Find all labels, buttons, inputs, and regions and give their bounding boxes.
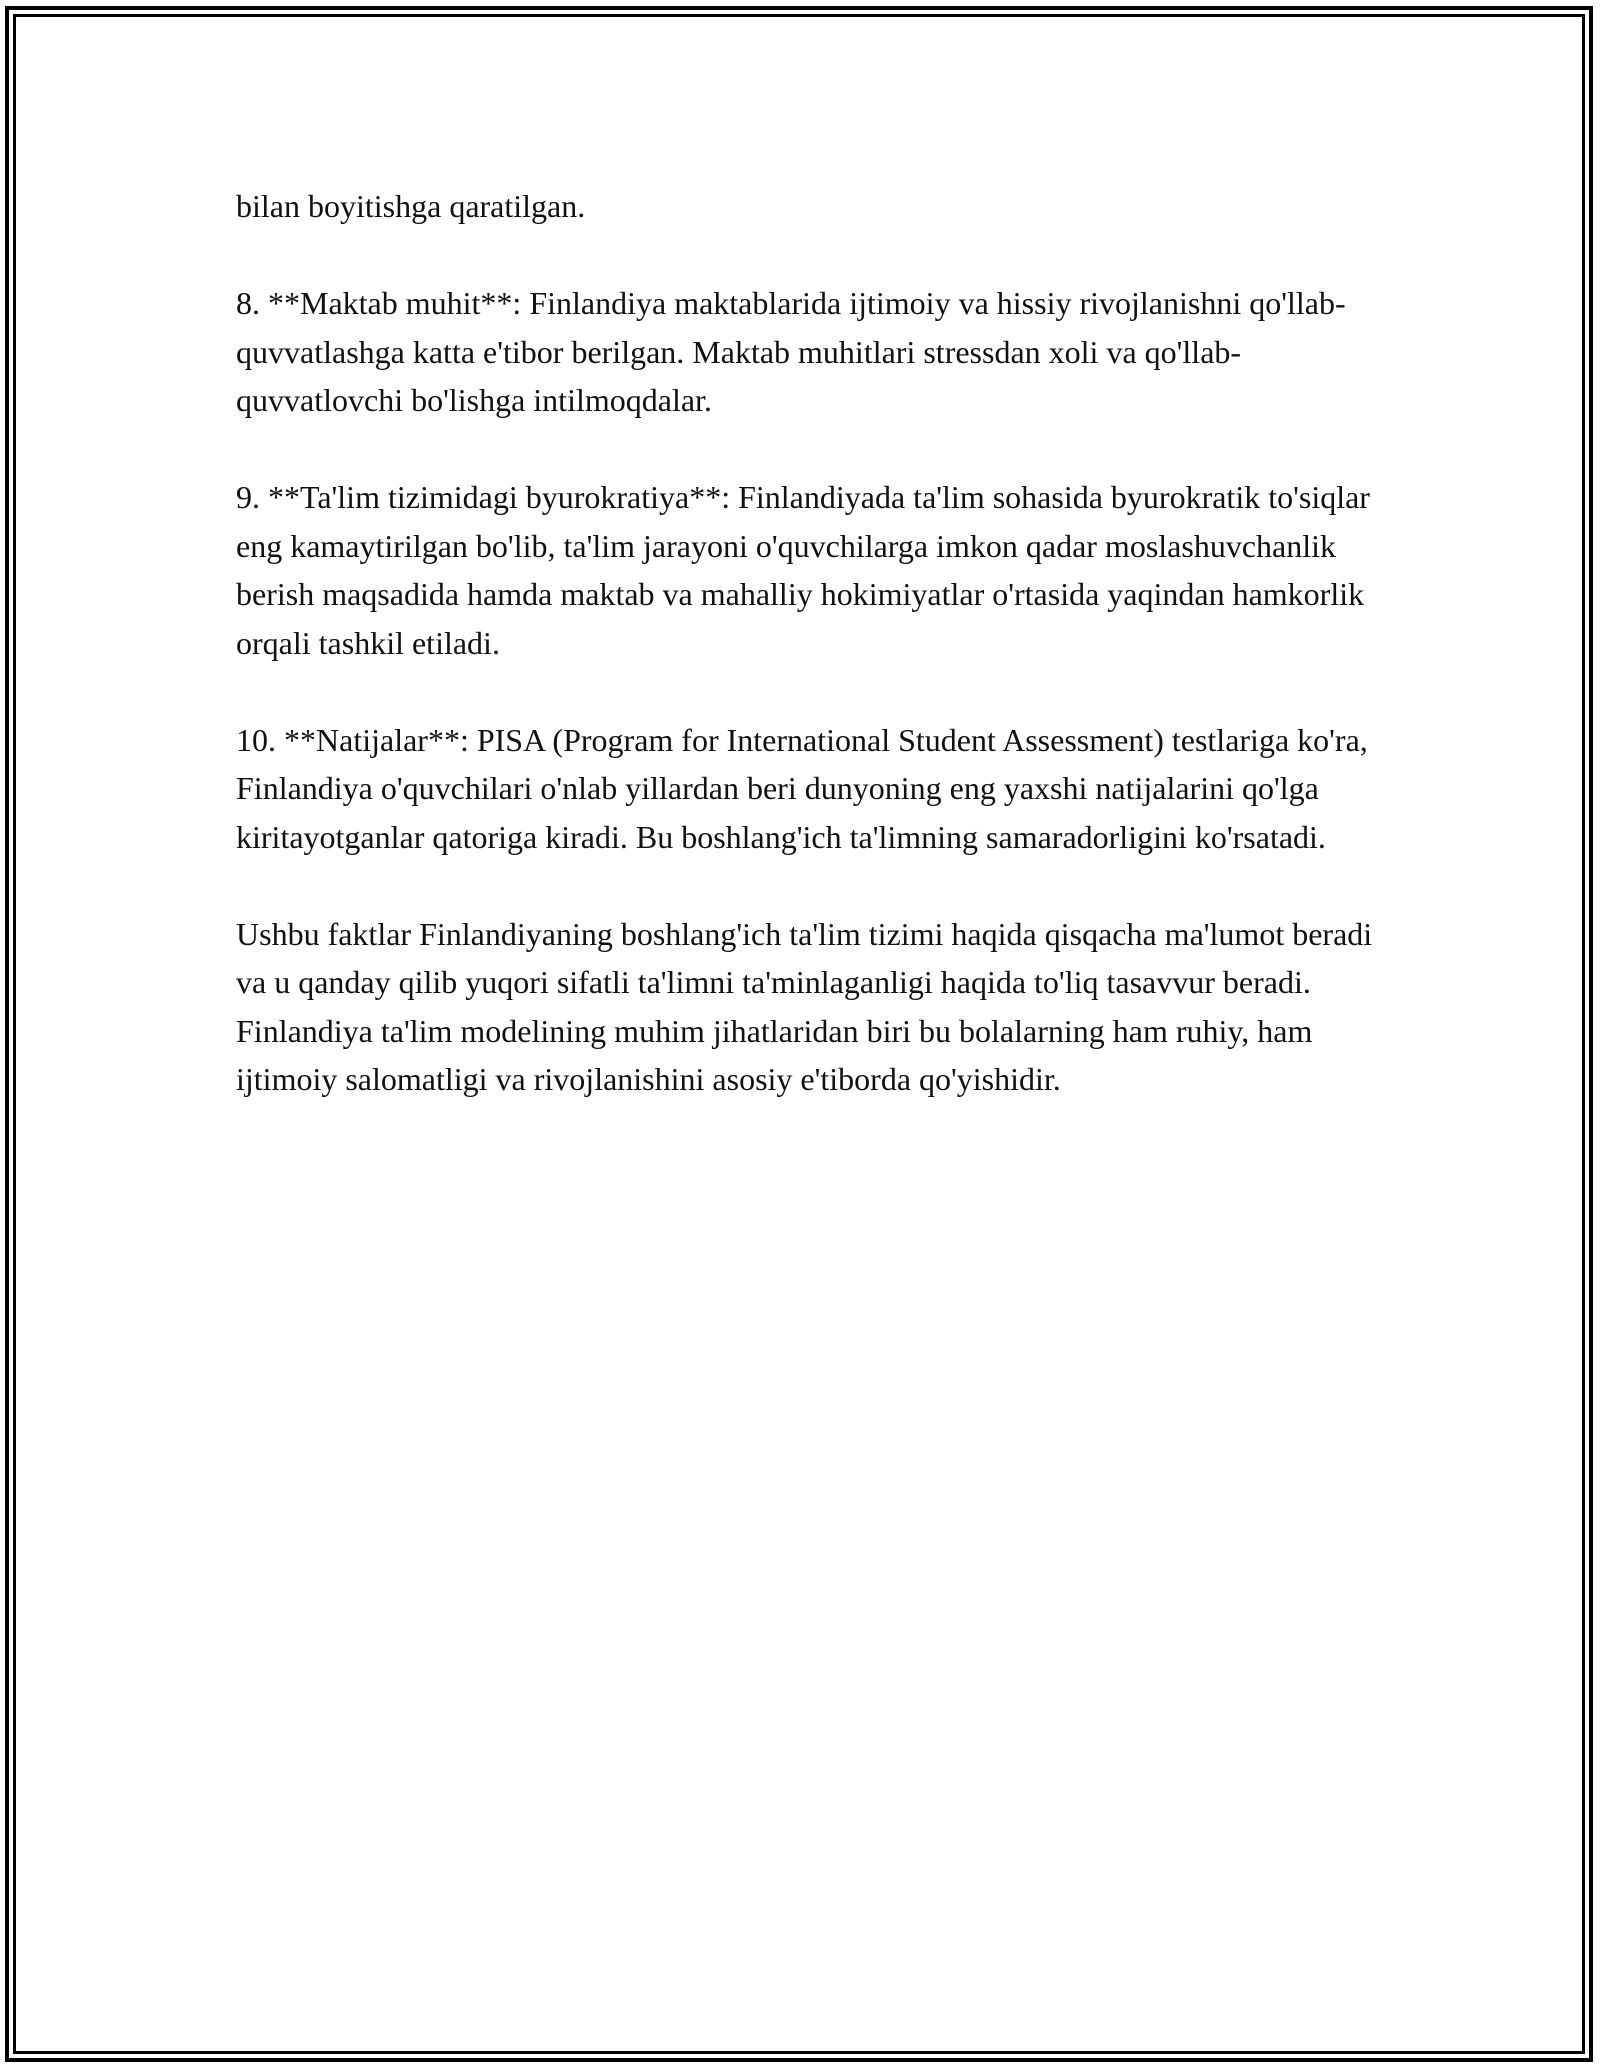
- paragraph-conclusion: Ushbu faktlar Finlandiyaning boshlang'ich ta'lim tizimi haqida qisqacha ma'lumot beradi va u qanday qilib yuqori sifatli ta'limni ta'minlaganligi haqida to'liq tasavvur beradi. Finlandiya ta'lim modelining muhim jihatlaridan biri bu bolalarning ham ruhiy, ham ijtimoiy salomatligi va rivojlanishini asosiy e'tiborda qo'yishidir.: [236, 915, 1373, 1097]
- paragraph-item-8: 8. **Maktab muhit**: Finlandiya maktablarida ijtimoiy va hissiy rivojlanishni qo'llab-quvvatlashga katta e'tibor berilgan. Maktab muhitlari stressdan xoli va qo'llab-quvvatlovchi bo'lishga intilmoqdalar.: [236, 285, 1346, 418]
- paragraph-item-9: 9. **Ta'lim tizimidagi byurokratiya**: Finlandiyada ta'lim sohasida byurokratik to'siqlar eng kamaytirilgan bo'lib, ta'lim jarayoni o'quvchilarga imkon qadar moslashuvchanlik berish maqsadida hamda maktab va mahalliy hokimiyatlar o'rtasida yaqindan hamkorlik orqali tashkil etiladi.: [236, 479, 1370, 661]
- paragraph-continuation: bilan boyitishga qaratilgan.: [236, 188, 586, 224]
- document-body: [236, 182, 1376, 1152]
- paragraph-item-10: 10. **Natijalar**: PISA (Program for International Student Assessment) testlariga ko'ra, Finlandiya o'quvchilari o'nlab yillardan beri dunyoning eng yaxshi natijalarini qo'lga kiritayotganlar qatoriga kiradi. Bu boshlang'ich ta'limning samaradorligini ko'rsatadi.: [236, 721, 1368, 855]
